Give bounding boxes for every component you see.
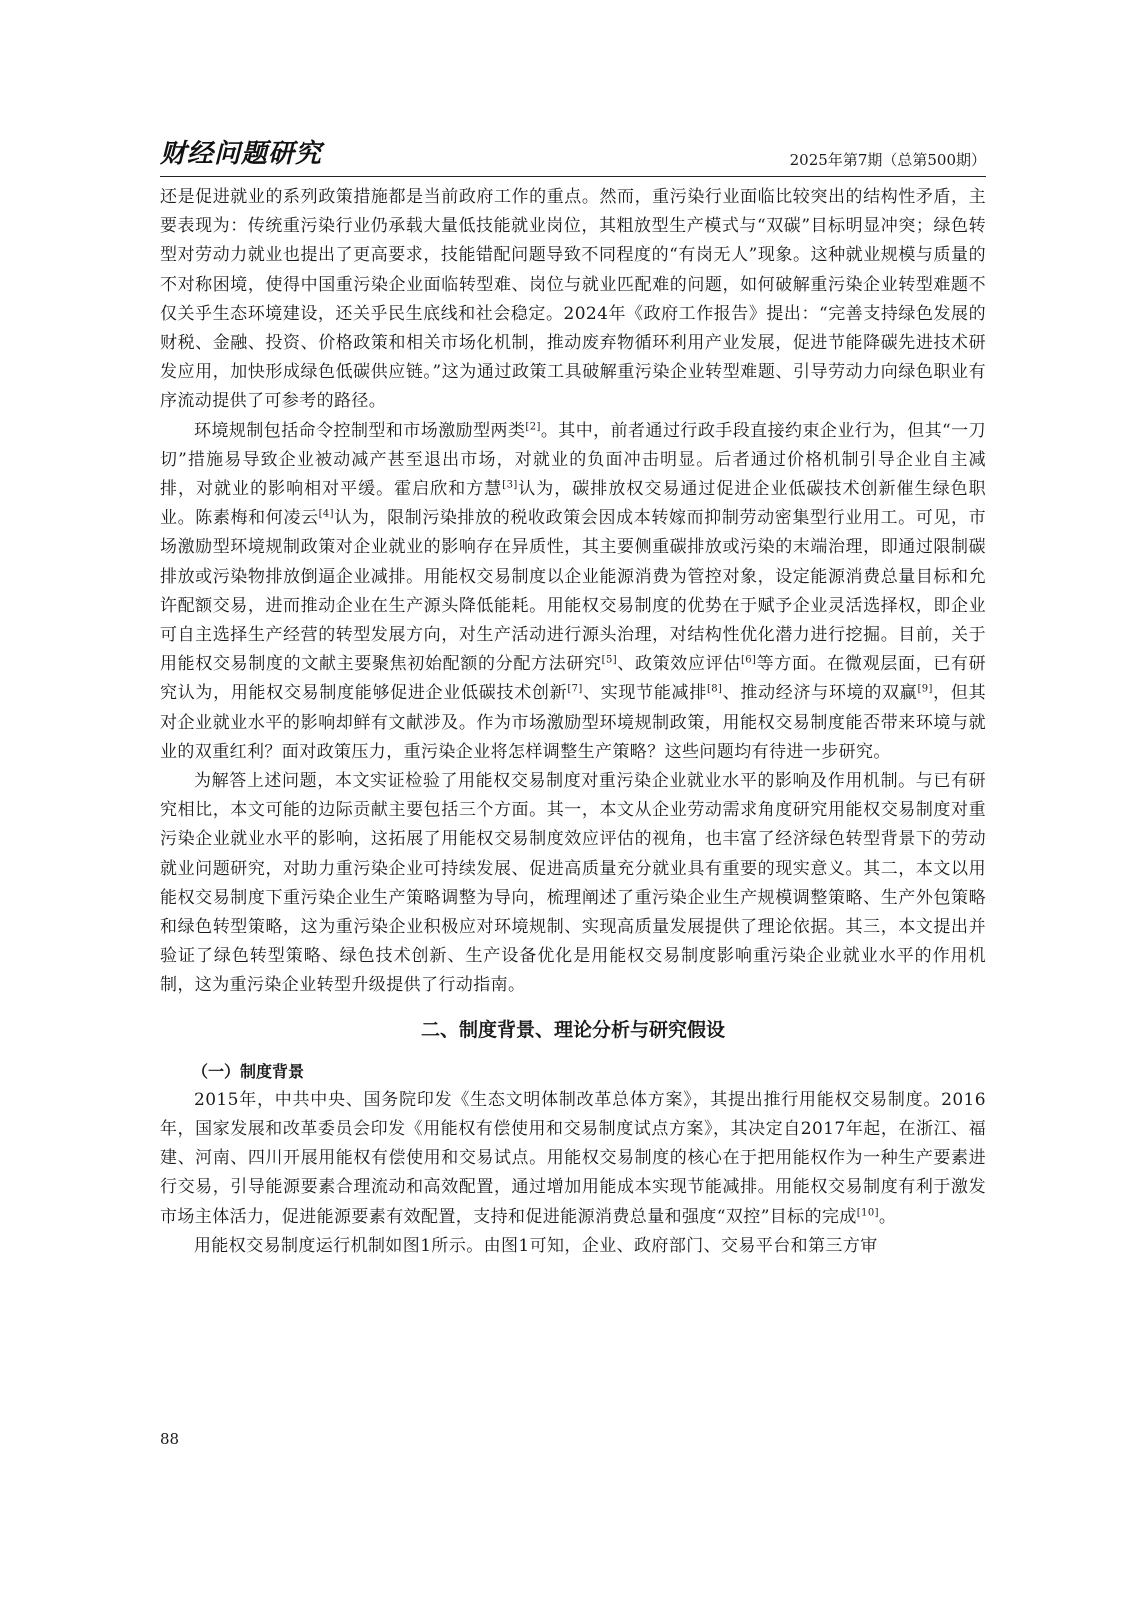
running-header [160, 140, 986, 177]
paragraph-mechanism: 用能权交易制度运行机制如图1所示。由图1可知，企业、政府部门、交易平台和第三方审 [194, 1235, 878, 1256]
citation: [7] [567, 683, 583, 695]
citation: [3] [502, 479, 518, 491]
article-body [160, 183, 986, 1261]
citation: [9] [917, 683, 933, 695]
paragraph-institutional-background: 2015年，中共中央、国务院印发《生态文明体制改革总体方案》，其提出推行用能权交易制度。2016年，国家发展和改革委员会印发《用能权有偿使用和交易制度试点方案》，其决定自2017年起，在浙江、福建、河南、四川开展用能权有偿使用和交易试点。用能权交易制度的核心在于把用能权作为一种生产要素进行交易，引导能源要素合理流动和高效配置，通过增加用能成本实现节能减排。用能权交易制度有利于激发市场主体活力，促进能源要素有效配置，支持和促进能源消费总量和强度“双控”目标的完成[10]。 [160, 1089, 986, 1227]
issue-info: 2025年第7期（总第500期） [789, 151, 986, 169]
paragraph-continued: 还是促进就业的系列政策措施都是当前政府工作的重点。然而，重污染行业面临比较突出的结构性矛盾，主要表现为：传统重污染行业仍承载大量低技能就业岗位，其粗放型生产模式与“双碳”目标明显冲突；绿色转型对劳动力就业也提出了更高要求，技能错配问题导致不同程度的“有岗无人”现象。这种就业规模与质量的不对称困境，使得中国重污染企业面临转型难、岗位与就业匹配难的问题，如何破解重污染企业转型难题不仅关乎生态环境建设，还关乎民生底线和社会稳定。2024年《政府工作报告》提出：“完善支持绿色发展的财税、金融、投资、价格政策和相关市场化机制，推动废弃物循环利用产业发展，促进节能降碳先进技术研发应用，加快形成绿色低碳供应链。”这为通过政策工具破解重污染企业转型难题、引导劳动力向绿色职业有序流动提供了可参考的路径。 [160, 187, 986, 412]
citation: [8] [706, 683, 723, 695]
journal-logo: 财经问题研究 [160, 139, 323, 169]
citation: [6] [740, 654, 757, 666]
citation: [2] [525, 420, 541, 432]
subsection-heading: （一）制度背景 [192, 1061, 305, 1081]
citation: [4] [318, 508, 334, 520]
paragraph-environmental-regulation: 环境规制包括命令控制型和市场激励型两类[2]。其中，前者通过行政手段直接约束企业行为，但其“一刀切”措施易导致企业被动减产甚至退出市场，对就业的负面冲击明显。后者通过价格机制引导企业自主减排，对就业的影响相对平缓。霍启欣和方慧[3]认为，碳排放权交易通过促进企业低碳技术创新催生绿色职业。陈素梅和何凌云[4]认为，限制污染排放的税收政策会因成本转嫁而抑制劳动密集型行业用工。可见，市场激励型环境规制政策对企业就业的影响存在异质性，其主要侧重碳排放或污染的末端治理，即通过限制碳排放或污染物排放倒逼企业减排。用能权交易制度以企业能源消费为管控对象，设定能源消费总量目标和允许配额交易，进而推动企业在生产源头降低能耗。用能权交易制度的优势在于赋予企业灵活选择权，即企业可自主选择生产经营的转型发展方向，对生产活动进行源头治理，对结构性优化潜力进行挖掘。目前，关于用能权交易制度的文献主要聚焦初始配额的分配方法研究[5]、政策效应评估[6]等方面。在微观层面，已有研究认为，用能权交易制度能够促进企业低碳技术创新[7]、实现节能减排[8]、推动经济与环境的双赢[9]，但其对企业就业水平的影响却鲜有文献涉及。作为市场激励型环境规制政策，用能权交易制度能否带来环境与就业的双重红利？面对政策压力，重污染企业将怎样调整生产策略？这些问题均有待进一步研究。 [160, 420, 987, 762]
citation: [10] [856, 1206, 879, 1218]
page-number: 88 [160, 1430, 180, 1448]
citation: [5] [601, 654, 618, 666]
paragraph-contributions: 为解答上述问题，本文实证检验了用能权交易制度对重污染企业就业水平的影响及作用机制。与已有研究相比，本文可能的边际贡献主要包括三个方面。其一，本文从企业劳动需求角度研究用能权交易制度对重污染企业就业水平的影响，这拓展了用能权交易制度效应评估的视角，也丰富了经济绿色转型背景下的劳动就业问题研究，对助力重污染企业可持续发展、促进高质量充分就业具有重要的现实意义。其二，本文以用能权交易制度下重污染企业生产策略调整为导向，梳理阐述了重污染企业生产规模调整策略、生产外包策略和绿色转型策略，这为重污染企业积极应对环境规制、实现高质量发展提供了理论依据。其三，本文提出并验证了绿色转型策略、绿色技术创新、生产设备优化是用能权交易制度影响重污染企业就业水平的作用机制，这为重污染企业转型升级提供了行动指南。 [160, 771, 986, 996]
section-heading: 二、制度背景、理论分析与研究假设 [420, 1018, 725, 1041]
